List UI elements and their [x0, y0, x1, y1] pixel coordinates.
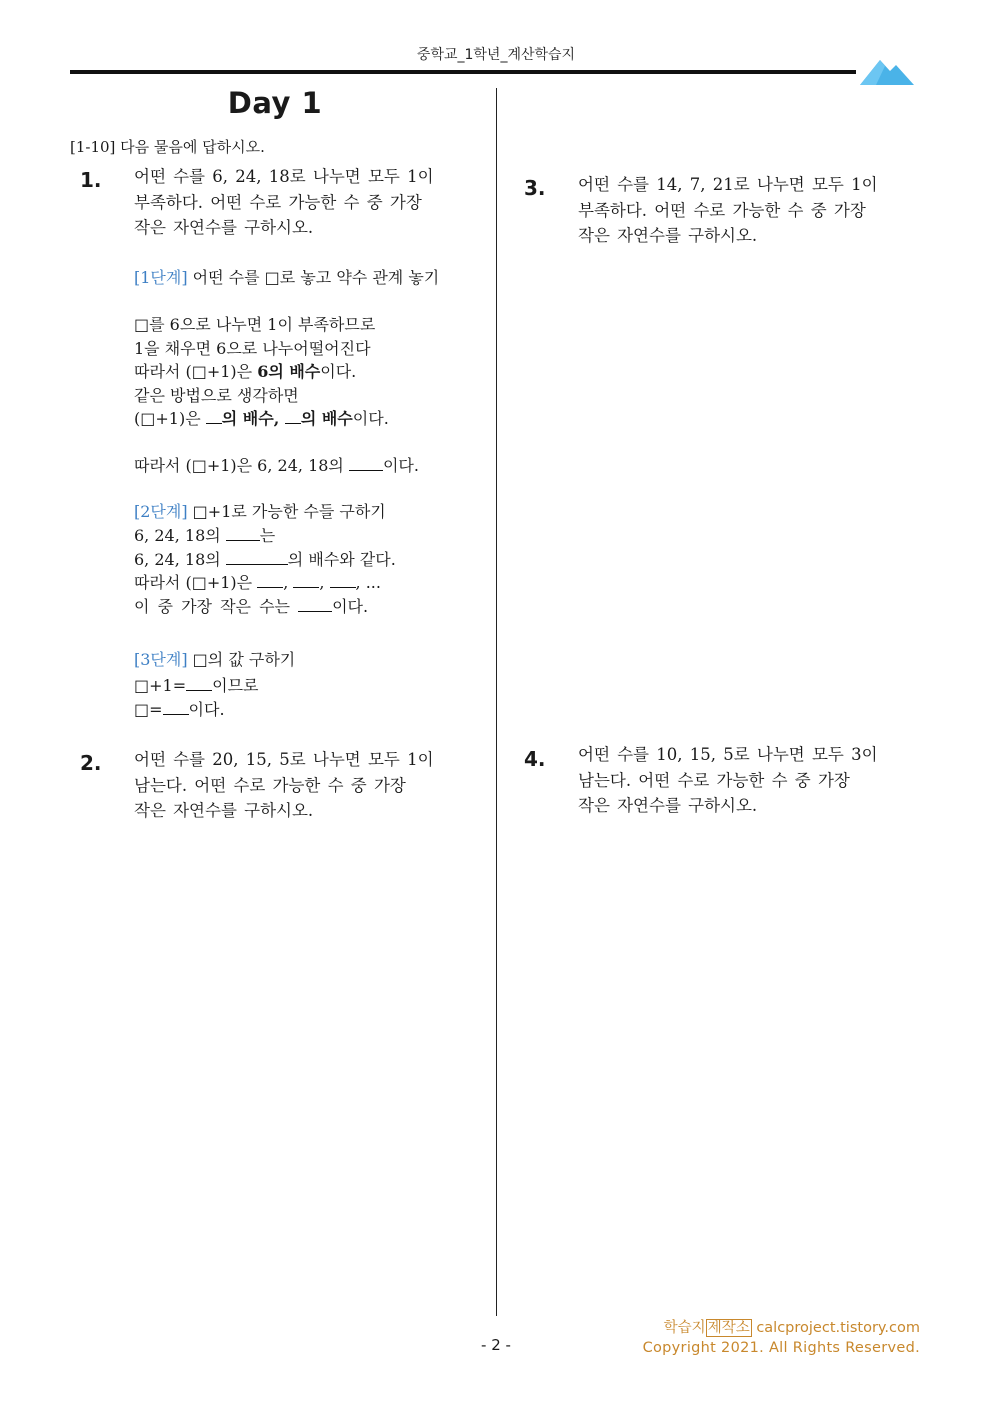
question-2-number: 2.	[80, 751, 102, 775]
question-3-text: 어떤 수를 14, 7, 21로 나누면 모두 1이 부족하다. 어떤 수로 가능한 수 중 가장 작은 자연수를 구하시오.	[578, 175, 878, 245]
step-1-heading	[134, 266, 439, 290]
brand-boxed-text: 제작소	[707, 1320, 750, 1336]
question-2-text: 어떤 수를 20, 15, 5로 나누면 모두 1이 남는다. 어떤 수로 가능한 수 중 가장 작은 자연수를 구하시오.	[134, 750, 434, 820]
footer-url: calcproject.tistory.com	[751, 1320, 920, 1336]
step-1-label: [1단계]	[134, 268, 188, 287]
mountain-logo-icon	[860, 56, 914, 86]
step-1-body: □를 6으로 나누면 1이 부족하므로 1을 채우면 6으로 나누어떨어진다 따라서 (□+1)은 6의 배수이다. 같은 방법으로 생각하면 (□+1)은 의 배수, 의 배수이다.	[134, 315, 389, 428]
step-1-title: 어떤 수를 □로 놓고 약수 관계 놓기	[192, 268, 440, 287]
header-rule	[70, 70, 856, 74]
brand-text: 학습지	[663, 1320, 706, 1336]
question-4-text: 어떤 수를 10, 15, 5로 나누면 모두 3이 남는다. 어떤 수로 가능한 수 중 가장 작은 자연수를 구하시오.	[578, 745, 878, 815]
step-2-body: 6, 24, 18의 는 6, 24, 18의 의 배수와 같다. 따라서 (□+1)은 , , , ... 이 중 가장 작은 수는 이다.	[134, 526, 396, 616]
instruction: [1-10] 다음 물음에 답하시오.	[70, 138, 265, 156]
step-2-title: □+1로 가능한 수들 구하기	[192, 502, 386, 521]
question-3-number: 3.	[524, 176, 546, 200]
answer-blank	[349, 456, 383, 471]
step-2-label: [2단계]	[134, 502, 188, 521]
step-3-heading	[134, 648, 295, 672]
step-1-conclusion: 따라서 (□+1)은 6, 24, 18의 이다.	[134, 456, 419, 475]
day-title: Day 1	[227, 86, 323, 120]
question-1-text: 어떤 수를 6, 24, 18로 나누면 모두 1이 부족하다. 어떤 수로 가능한 수 중 가장 작은 자연수를 구하시오.	[134, 167, 434, 237]
page-number: - 2 -	[481, 1336, 511, 1354]
step-2-heading	[134, 500, 386, 524]
question-4-number: 4.	[524, 747, 546, 771]
step-3-body: □+1= 이므로 □= 이다.	[134, 676, 259, 719]
footer-brand	[664, 1316, 920, 1337]
column-divider	[496, 88, 497, 1316]
step-3-label: [3단계]	[134, 650, 188, 669]
header-title: 중학교_1학년_계산학습지	[416, 47, 576, 63]
question-1-number: 1.	[80, 168, 102, 192]
step-3-title: □의 값 구하기	[192, 650, 296, 669]
footer-copyright: Copyright 2021. All Rights Reserved.	[642, 1340, 920, 1356]
